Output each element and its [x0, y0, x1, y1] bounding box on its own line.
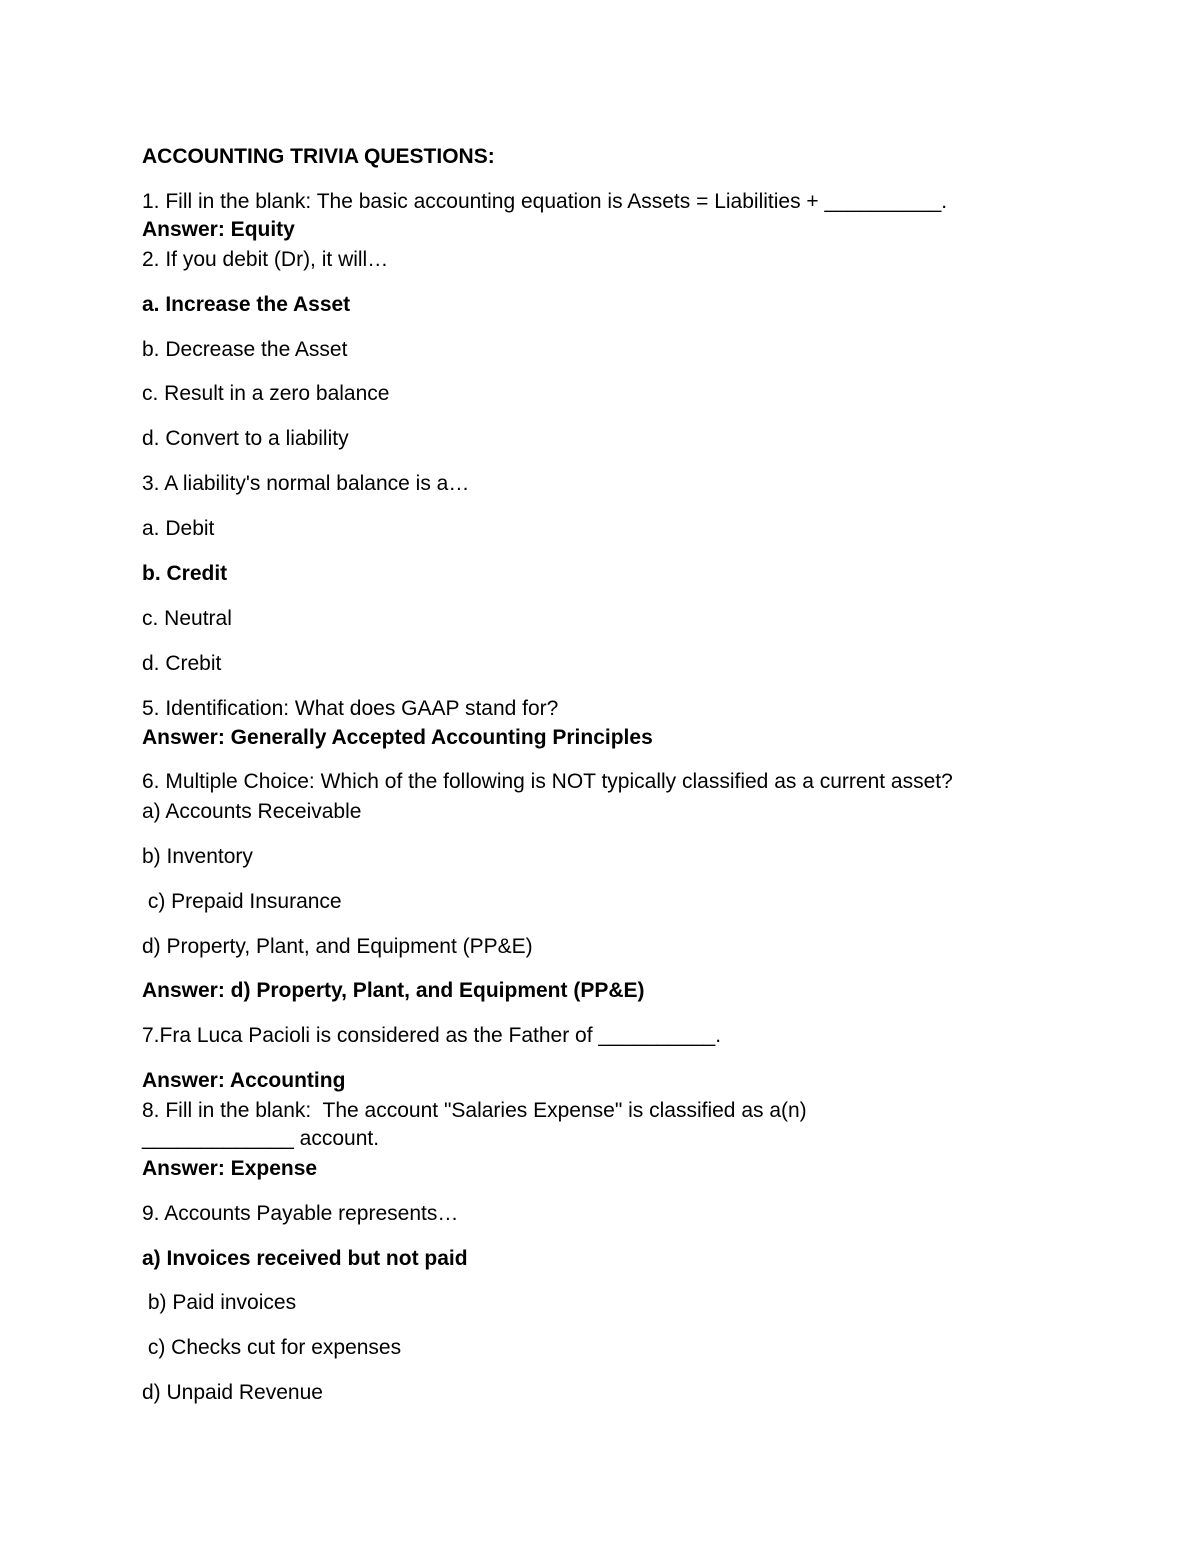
document-title: ACCOUNTING TRIVIA QUESTIONS: — [142, 145, 495, 168]
question-3-option-b: b. Credit — [142, 562, 228, 585]
question-5: 5. Identification: What does GAAP stand for? — [142, 697, 559, 720]
question-9: 9. Accounts Payable represents… — [142, 1202, 459, 1225]
question-2-option-d: d. Convert to a liability — [142, 427, 349, 450]
question-6: 6. Multiple Choice: Which of the following is NOT typically classified as a current asset? — [142, 770, 953, 793]
question-2-option-b: b. Decrease the Asset — [142, 338, 348, 361]
question-3-option-c: c. Neutral — [142, 607, 232, 630]
question-9-option-d: d) Unpaid Revenue — [142, 1381, 323, 1404]
question-3-option-d: d. Crebit — [142, 652, 222, 675]
question-3: 3. A liability's normal balance is a… — [142, 472, 470, 495]
question-6-option-b: b) Inventory — [142, 845, 253, 868]
question-1: 1. Fill in the blank: The basic accounting equation is Assets = Liabilities + __________. — [142, 190, 948, 213]
question-6-option-d: d) Property, Plant, and Equipment (PP&E) — [142, 935, 533, 958]
question-9-option-c: c) Checks cut for expenses — [142, 1336, 402, 1359]
question-8-line-1: 8. Fill in the blank: The account "Salaries Expense" is classified as a(n) — [142, 1099, 807, 1122]
question-6-option-a: a) Accounts Receivable — [142, 800, 362, 823]
question-2-option-c: c. Result in a zero balance — [142, 382, 390, 405]
question-3-option-a: a. Debit — [142, 517, 215, 540]
question-2: 2. If you debit (Dr), it will… — [142, 248, 389, 271]
question-9-option-b: b) Paid invoices — [142, 1291, 297, 1314]
answer-7: Answer: Accounting — [142, 1069, 346, 1092]
answer-8: Answer: Expense — [142, 1157, 318, 1180]
question-9-option-a: a) Invoices received but not paid — [142, 1247, 468, 1270]
question-6-option-c: c) Prepaid Insurance — [142, 890, 342, 913]
answer-6: Answer: d) Property, Plant, and Equipment (PP&E) — [142, 979, 645, 1002]
question-8-line-2: _____________ account. — [142, 1127, 380, 1150]
answer-5: Answer: Generally Accepted Accounting Principles — [142, 726, 653, 749]
answer-1: Answer: Equity — [142, 218, 295, 241]
question-7: 7.Fra Luca Pacioli is considered as the Father of __________. — [142, 1024, 722, 1047]
question-2-option-a: a. Increase the Asset — [142, 293, 351, 316]
